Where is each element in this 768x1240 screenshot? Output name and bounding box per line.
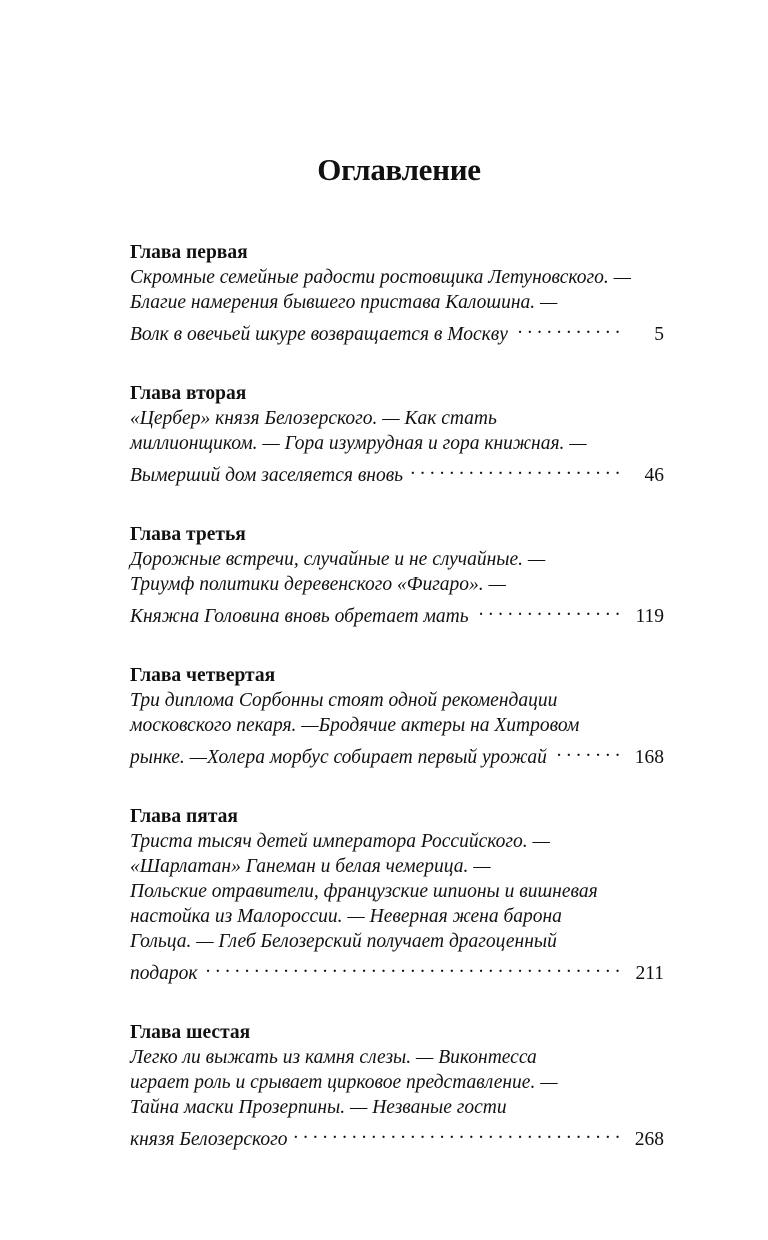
- chapter-summary-line: Гольца. — Глеб Белозерский получает драгоценный: [130, 931, 557, 952]
- chapter-summary-line: Дорожные встречи, случайные и не случайные. —: [130, 549, 546, 570]
- chapter-summary-line: Польские отравители, французские шпионы и вишневая: [130, 881, 598, 902]
- page-number: 268: [634, 1129, 664, 1150]
- chapter-summary-line: подарок: [130, 963, 198, 984]
- chapter-heading: Глава первая: [130, 242, 248, 263]
- page-number: 119: [635, 606, 664, 627]
- chapter-heading: Глава шестая: [130, 1022, 251, 1043]
- chapter-heading: Глава вторая: [130, 383, 247, 404]
- chapter-summary-line: рынке. —Холера морбус собирает первый урожай: [130, 747, 547, 768]
- chapter-heading: Глава пятая: [130, 806, 238, 827]
- toc-entry-chapter-1: [130, 240, 664, 345]
- chapter-heading: Глава четвертая: [130, 665, 276, 686]
- toc-entry-chapter-2: [130, 381, 664, 486]
- chapter-summary-final-line: [130, 597, 664, 627]
- chapter-summary-line: Вымерший дом заселяется вновь: [130, 465, 404, 486]
- chapter-summary-line: «Шарлатан» Ганеман и белая чемерица. —: [130, 856, 491, 877]
- dot-leader: [475, 597, 620, 622]
- chapter-summary-line: Триста тысяч детей императора Российского. —: [130, 831, 550, 852]
- chapter-summary-line: Волк в овечьей шкуре возвращается в Москву: [130, 324, 508, 345]
- page-number: 211: [635, 963, 664, 984]
- toc-entry-chapter-5: [130, 804, 664, 984]
- dot-leader: [514, 315, 620, 340]
- page-number: 46: [644, 465, 664, 486]
- chapter-summary-final-line: [130, 315, 664, 345]
- chapter-summary-line: Легко ли выжать из камня слезы. — Виконтесса: [130, 1047, 537, 1068]
- dot-leader: [203, 954, 620, 979]
- chapter-summary-final-line: [130, 1120, 664, 1150]
- chapter-summary-line: настойка из Малороссии. — Неверная жена барона: [130, 906, 562, 927]
- chapter-summary-line: «Цербер» князя Белозерского. — Как стать: [130, 408, 497, 429]
- toc-entry-chapter-3: [130, 522, 664, 627]
- chapter-summary-line: Благие намерения бывшего пристава Калошина. —: [130, 292, 558, 313]
- chapter-summary-final-line: [130, 954, 664, 984]
- chapter-heading: Глава третья: [130, 524, 246, 545]
- chapter-summary-line: Три диплома Сорбонны стоят одной рекомендации: [130, 690, 558, 711]
- table-of-contents: [130, 240, 664, 1186]
- chapter-summary-line: князя Белозерского: [130, 1129, 288, 1150]
- chapter-summary-line: московского пекаря. —Бродячие актеры на Хитровом: [130, 715, 580, 736]
- toc-entry-chapter-4: [130, 663, 664, 768]
- dot-leader: [293, 1120, 620, 1145]
- chapter-summary-line: играет роль и срывает цирковое представление. —: [130, 1072, 558, 1093]
- toc-entry-chapter-6: [130, 1020, 664, 1150]
- chapter-summary-line: Тайна маски Прозерпины. — Незваные гости: [130, 1097, 507, 1118]
- chapter-summary-line: миллионщиком. — Гора изумрудная и гора книжная. —: [130, 433, 587, 454]
- page-number: 168: [634, 747, 664, 768]
- chapter-summary-final-line: [130, 738, 664, 768]
- dot-leader: [553, 738, 620, 763]
- chapter-summary-line: Триумф политики деревенского «Фигаро». —: [130, 574, 506, 595]
- page-title: Оглавление: [317, 152, 481, 187]
- chapter-summary-line: Княжна Головина вновь обретает мать: [130, 606, 469, 627]
- page-number: 5: [654, 324, 664, 345]
- chapter-summary-line: Скромные семейные радости ростовщика Летуновского. —: [130, 267, 631, 288]
- dot-leader: [409, 456, 620, 481]
- chapter-summary-final-line: [130, 456, 664, 486]
